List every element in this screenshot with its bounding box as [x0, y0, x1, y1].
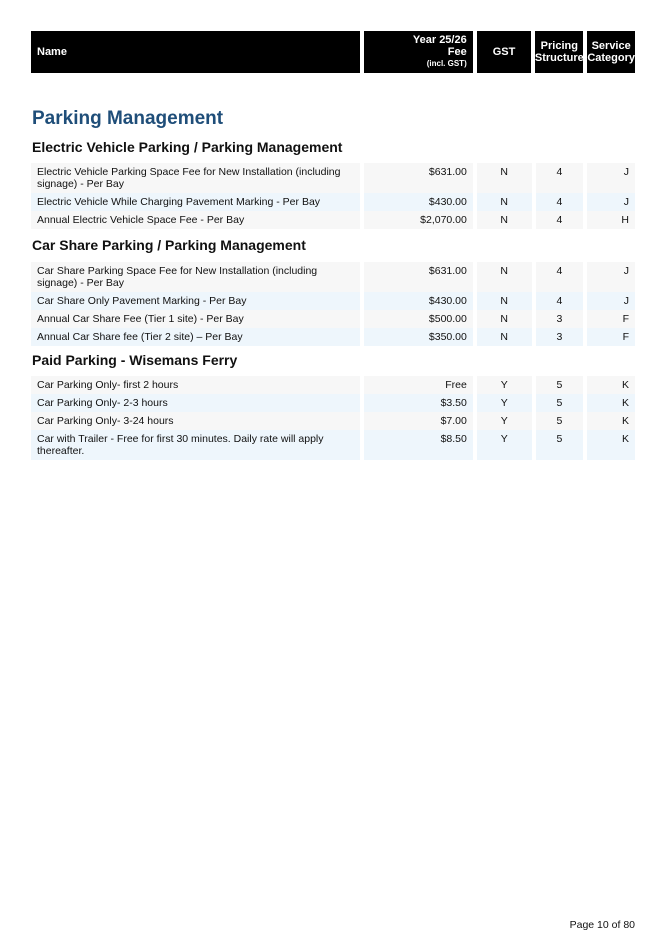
row-fee: $2,070.00 — [364, 211, 473, 229]
table-row — [31, 292, 635, 310]
header-gst — [477, 31, 532, 73]
row-fee: $3.50 — [364, 394, 473, 412]
row-fee: $350.00 — [364, 328, 473, 346]
row-name: Car Share Parking Space Fee for New Installation (including signage) - Per Bay — [31, 262, 360, 292]
row-gst: N — [477, 328, 532, 346]
row-name: Car Parking Only- 2-3 hours — [31, 394, 360, 412]
header-fee-line2: Fee — [447, 46, 467, 58]
row-gst: Y — [477, 394, 532, 412]
row-name: Electric Vehicle While Charging Pavement Marking - Per Bay — [31, 193, 360, 211]
row-name: Annual Car Share fee (Tier 2 site) – Per Bay — [31, 328, 360, 346]
header-pricing — [535, 31, 583, 73]
row-service: K — [587, 412, 635, 430]
group-table-paid-parking — [31, 376, 635, 460]
row-service: F — [587, 328, 635, 346]
table-header — [31, 31, 635, 73]
row-service: K — [587, 376, 635, 394]
section-title: Parking Management — [32, 108, 224, 129]
group-title-ev: Electric Vehicle Parking / Parking Management — [32, 139, 343, 155]
row-fee: $631.00 — [364, 262, 473, 292]
row-gst: Y — [477, 376, 532, 394]
row-name: Car with Trailer - Free for first 30 minutes. Daily rate will apply thereafter. — [31, 430, 360, 460]
header-service-line1: Service — [591, 40, 631, 52]
header-fee — [364, 31, 473, 73]
row-service: F — [587, 310, 635, 328]
row-pricing: 4 — [536, 163, 584, 193]
row-name: Car Parking Only- first 2 hours — [31, 376, 360, 394]
table-row — [31, 430, 635, 460]
row-gst: Y — [477, 412, 532, 430]
row-pricing: 3 — [536, 310, 584, 328]
row-service: J — [587, 163, 635, 193]
table-row — [31, 193, 635, 211]
table-row — [31, 394, 635, 412]
group-title-paid-parking: Paid Parking - Wisemans Ferry — [32, 352, 238, 368]
row-gst: N — [477, 292, 532, 310]
row-pricing: 4 — [536, 193, 584, 211]
row-fee: $7.00 — [364, 412, 473, 430]
row-pricing: 5 — [536, 394, 584, 412]
row-name: Annual Car Share Fee (Tier 1 site) - Per Bay — [31, 310, 360, 328]
table-row — [31, 211, 635, 229]
table-row — [31, 310, 635, 328]
row-fee: $430.00 — [364, 292, 473, 310]
row-service: K — [587, 394, 635, 412]
page-number: Page 10 of 80 — [569, 919, 635, 931]
row-gst: N — [477, 193, 532, 211]
row-gst: N — [477, 163, 532, 193]
table-row — [31, 376, 635, 394]
table-row — [31, 262, 635, 292]
table-row — [31, 328, 635, 346]
header-fee-line3: (incl. GST) — [426, 59, 467, 68]
row-service: H — [587, 211, 635, 229]
group-title-car-share: Car Share Parking / Parking Management — [32, 237, 306, 253]
row-service: J — [587, 193, 635, 211]
header-service — [587, 31, 635, 73]
header-name-label: Name — [37, 46, 67, 58]
row-service: J — [587, 262, 635, 292]
row-name: Annual Electric Vehicle Space Fee - Per Bay — [31, 211, 360, 229]
row-name: Electric Vehicle Parking Space Fee for New Installation (including signage) - Per Bay — [31, 163, 360, 193]
row-pricing: 5 — [536, 376, 584, 394]
row-pricing: 4 — [536, 292, 584, 310]
header-service-line2: Category — [587, 52, 635, 64]
header-gst-label: GST — [492, 46, 516, 58]
row-pricing: 3 — [536, 328, 584, 346]
row-service: K — [587, 430, 635, 460]
row-service: J — [587, 292, 635, 310]
row-pricing: 4 — [536, 262, 584, 292]
row-fee: Free — [364, 376, 473, 394]
row-pricing: 5 — [536, 430, 584, 460]
row-gst: N — [477, 310, 532, 328]
row-fee: $500.00 — [364, 310, 473, 328]
header-name — [31, 31, 360, 73]
row-gst: N — [477, 211, 532, 229]
table-row — [31, 412, 635, 430]
row-gst: Y — [477, 430, 532, 460]
row-gst: N — [477, 262, 532, 292]
table-row — [31, 163, 635, 193]
row-name: Car Share Only Pavement Marking - Per Bay — [31, 292, 360, 310]
row-pricing: 4 — [536, 211, 584, 229]
row-fee: $631.00 — [364, 163, 473, 193]
header-pricing-line2: Structure — [534, 52, 584, 64]
row-fee: $8.50 — [364, 430, 473, 460]
group-table-ev — [31, 163, 635, 229]
header-fee-line1: Year 25/26 — [412, 34, 467, 46]
header-pricing-line1: Pricing — [540, 40, 578, 52]
row-name: Car Parking Only- 3-24 hours — [31, 412, 360, 430]
group-table-car-share — [31, 262, 635, 346]
row-fee: $430.00 — [364, 193, 473, 211]
row-pricing: 5 — [536, 412, 584, 430]
